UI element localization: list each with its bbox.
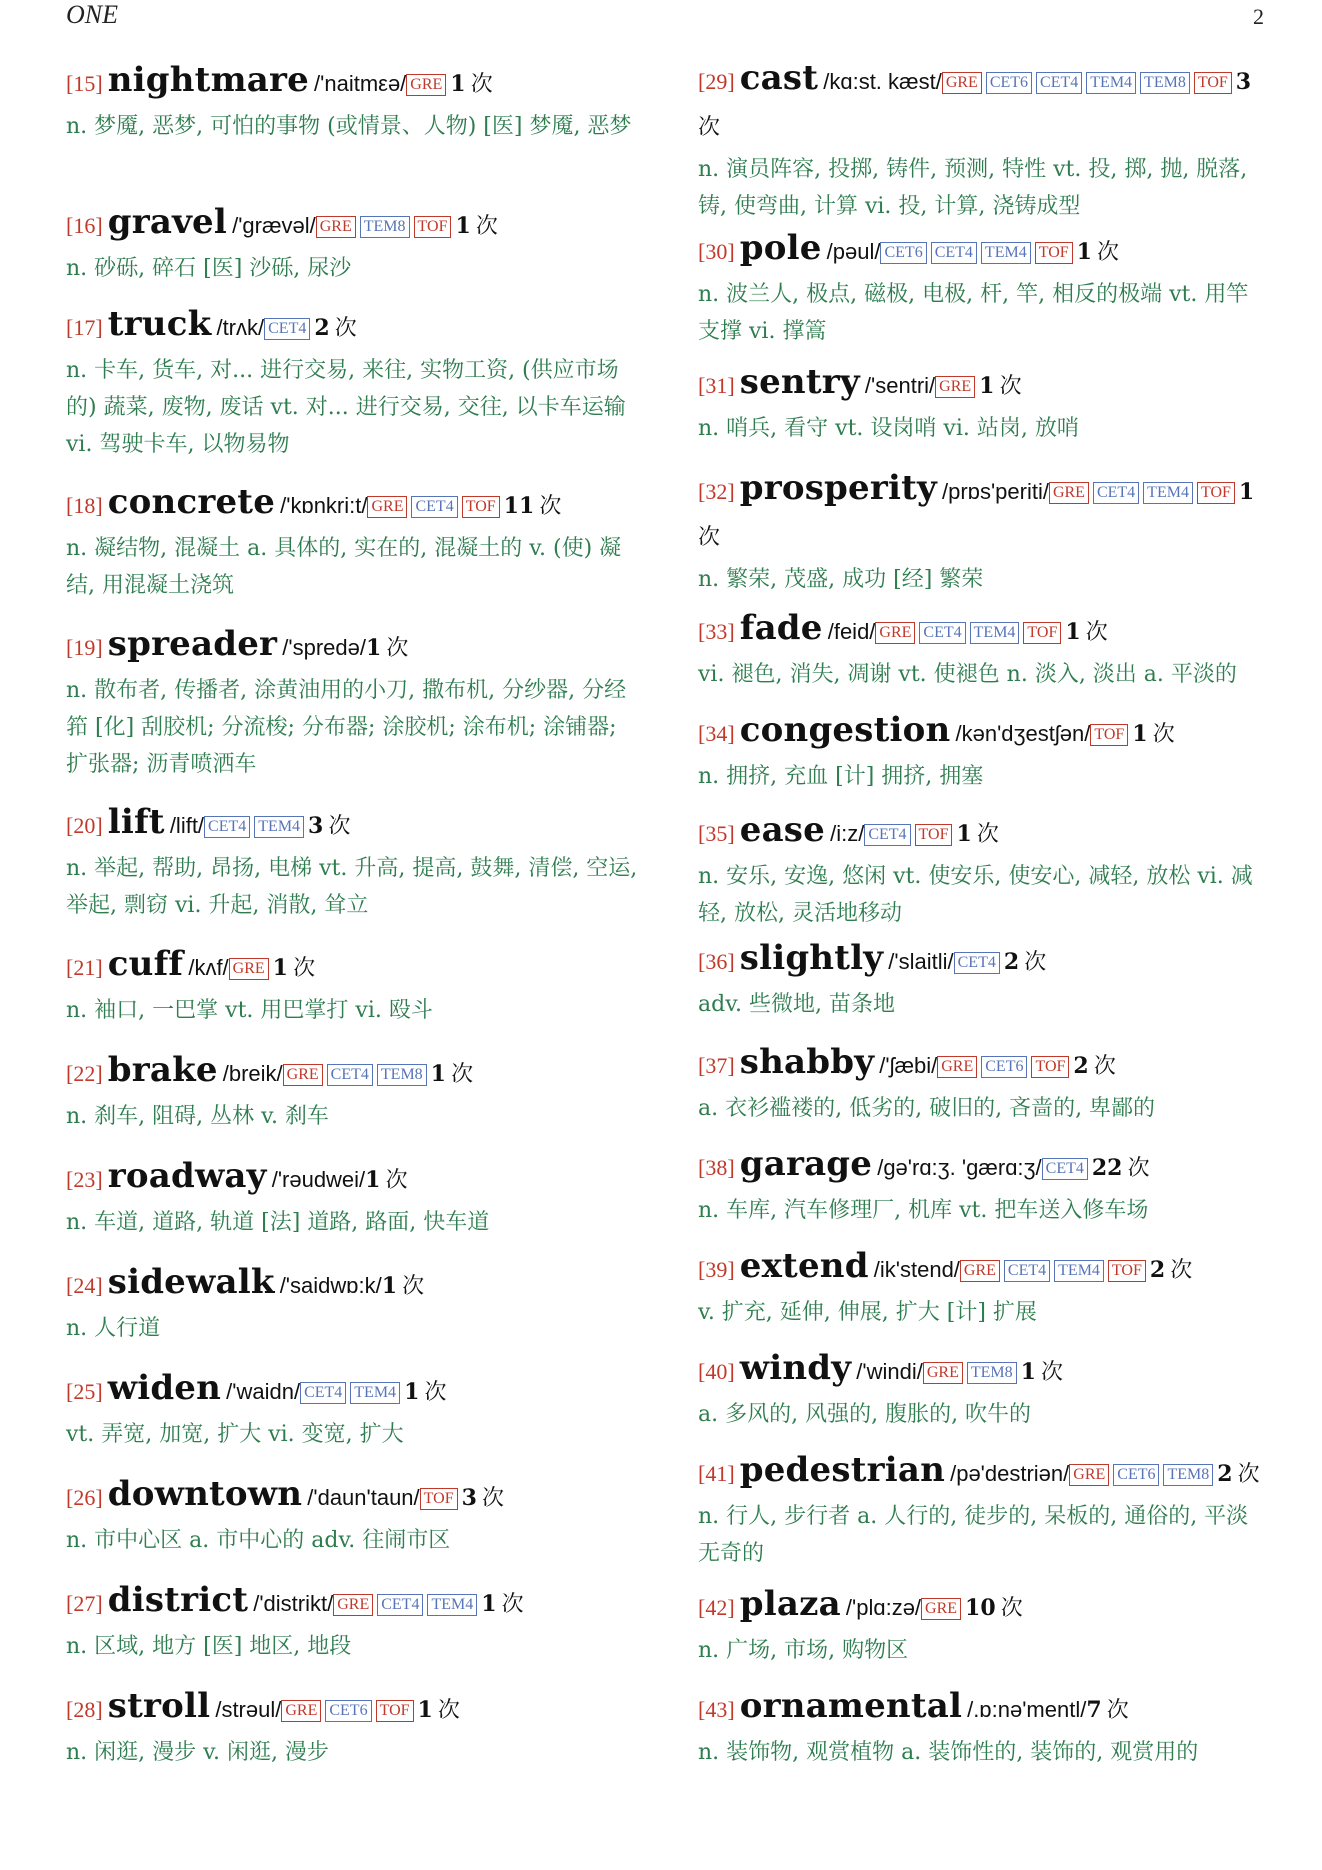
exam-tag-badge: TEM8	[967, 1362, 1017, 1384]
pronunciation: /'slaitli/	[888, 949, 954, 974]
pronunciation: /'grævəl/	[232, 213, 316, 238]
entry-headline	[698, 606, 1268, 656]
occurrence-unit: 次	[1127, 1156, 1150, 1181]
exam-tag-badge: TEM4	[350, 1382, 400, 1404]
headword: lift	[107, 802, 165, 842]
running-header: ONE	[66, 0, 118, 29]
entry-headline	[698, 1244, 1268, 1294]
definition: n. 凝结物, 混凝土 a. 具体的, 实在的, 混凝土的 v. (使) 凝结, 用混凝土浇筑	[66, 536, 622, 598]
headword: ease	[739, 810, 825, 850]
pronunciation: /breik/	[222, 1061, 283, 1086]
exam-tag-badge: GRE	[316, 216, 356, 238]
definition: n. 车库, 汽车修理厂, 机库 vt. 把车送入修车场	[698, 1198, 1149, 1223]
headword: brake	[107, 1050, 218, 1090]
exam-tag-badge: GRE	[935, 376, 975, 398]
headword: shabby	[739, 1042, 875, 1082]
entry-headline	[66, 480, 640, 530]
exam-tag-badge: TOF	[462, 496, 500, 518]
occurrence-unit: 次	[501, 1592, 524, 1617]
exam-tag-badge: TEM4	[427, 1594, 477, 1616]
definition: n. 袖口, 一巴掌 vt. 用巴掌打 vi. 殴斗	[66, 998, 433, 1023]
entry-headline	[66, 1578, 640, 1628]
occurrence-count: 1	[1076, 239, 1092, 265]
headword: windy	[739, 1348, 852, 1388]
occurrence-count: 7	[1086, 1697, 1102, 1723]
exam-tag-badge: GRE	[875, 622, 915, 644]
pronunciation: /kʌf/	[188, 955, 229, 980]
dictionary-entry	[698, 1142, 1268, 1229]
occurrence-count: 1	[417, 1697, 433, 1723]
entry-number: [31]	[698, 373, 735, 398]
entry-headline	[66, 302, 640, 352]
headword: downtown	[107, 1474, 303, 1514]
entry-headline	[698, 1142, 1268, 1192]
entry-headline	[66, 800, 640, 850]
exam-tag-badge: GRE	[281, 1700, 321, 1722]
definition: n. 卡车, 货车, 对... 进行交易, 来往, 实物工资, (供应市场的) 蔬菜, 废物, 废话 vt. 对... 进行交易, 交往, 以卡车运输 vi. 驾驶卡车, 以物易物	[66, 358, 626, 457]
pronunciation: /'naitmεə/	[314, 71, 407, 96]
exam-tag-badge: GRE	[921, 1598, 961, 1620]
pronunciation: /'spredə/	[282, 635, 366, 660]
definition: n. 举起, 帮助, 昂扬, 电梯 vt. 升高, 提高, 鼓舞, 清偿, 空运, 举起, 剽窃 vi. 升起, 消散, 耸立	[66, 856, 638, 918]
exam-tag-badge: CET4	[377, 1594, 423, 1616]
entry-headline	[698, 360, 1268, 410]
headword: concrete	[107, 482, 276, 522]
entry-number: [23]	[66, 1167, 103, 1192]
occurrence-count: 22	[1091, 1155, 1123, 1181]
dictionary-entry	[698, 1040, 1268, 1127]
exam-tag-badge: TEM8	[377, 1064, 427, 1086]
occurrence-unit: 次	[1237, 1462, 1260, 1487]
dictionary-entry	[66, 200, 640, 287]
exam-tag-badge: CET4	[411, 496, 457, 518]
entry-headline	[66, 622, 640, 672]
definition: n. 波兰人, 极点, 磁极, 电极, 杆, 竿, 相反的极端 vt. 用竿支撑 vi. 撑篙	[698, 282, 1249, 344]
exam-tag-badge: TEM4	[981, 242, 1031, 264]
occurrence-unit: 次	[698, 525, 721, 550]
headword: roadway	[107, 1156, 267, 1196]
exam-tag-badge: TEM4	[1086, 72, 1136, 94]
pronunciation: /'distrikt/	[253, 1591, 334, 1616]
occurrence-count: 1	[1238, 479, 1255, 505]
entry-number: [33]	[698, 619, 735, 644]
definition: n. 车道, 道路, 轨道 [法] 道路, 路面, 快车道	[66, 1210, 490, 1235]
pronunciation: /pə'destriən/	[950, 1461, 1070, 1486]
exam-tag-badge: CET4	[1036, 72, 1082, 94]
entry-headline	[698, 1448, 1268, 1498]
definition: n. 闲逛, 漫步 v. 闲逛, 漫步	[66, 1740, 329, 1765]
pronunciation: /i:z/	[830, 821, 865, 846]
exam-tag-badge: CET4	[264, 318, 310, 340]
dictionary-entry	[698, 226, 1268, 350]
dictionary-entry	[66, 1366, 640, 1453]
definition: n. 装饰物, 观赏植物 a. 装饰性的, 装饰的, 观赏用的	[698, 1740, 1199, 1765]
pronunciation: /trʌk/	[216, 315, 265, 340]
definition: n. 刹车, 阻碍, 丛林 v. 刹车	[66, 1104, 329, 1129]
entry-headline	[66, 1472, 640, 1522]
definition: n. 演员阵容, 投掷, 铸件, 预测, 特性 vt. 投, 掷, 抛, 脱落, 铸, 使弯曲, 计算 vi. 投, 计算, 浇铸成型	[698, 157, 1248, 219]
entry-headline	[66, 58, 640, 108]
pronunciation: /'kɒnkri:t/	[280, 493, 368, 518]
occurrence-count: 1	[404, 1379, 420, 1405]
occurrence-unit: 次	[1000, 1596, 1023, 1621]
exam-tag-badge: GRE	[942, 72, 982, 94]
headword: district	[107, 1580, 249, 1620]
exam-tag-badge: GRE	[367, 496, 407, 518]
entry-number: [22]	[66, 1061, 103, 1086]
occurrence-unit: 次	[1097, 240, 1120, 265]
exam-tag-badge: CET4	[954, 952, 1000, 974]
dictionary-entry	[66, 1472, 640, 1559]
definition: n. 哨兵, 看守 vt. 设岗哨 vi. 站岗, 放哨	[698, 416, 1079, 441]
entry-number: [32]	[698, 479, 735, 504]
exam-tag-badge: CET6	[986, 72, 1032, 94]
dictionary-entry	[698, 1448, 1268, 1572]
entry-number: [35]	[698, 821, 735, 846]
headword: garage	[739, 1144, 873, 1184]
occurrence-count: 3	[308, 813, 324, 839]
entry-headline	[66, 1260, 640, 1310]
occurrence-unit: 次	[328, 814, 351, 839]
pronunciation: /'windi/	[856, 1359, 923, 1384]
occurrence-unit: 次	[402, 1274, 425, 1299]
occurrence-count: 1	[450, 71, 466, 97]
definition: v. 扩充, 延伸, 伸展, 扩大 [计] 扩展	[698, 1300, 1037, 1325]
pronunciation: /'rəudwei/	[271, 1167, 366, 1192]
dictionary-entry	[698, 466, 1268, 598]
dictionary-entry	[66, 1260, 640, 1347]
definition: n. 拥挤, 充血 [计] 拥挤, 拥塞	[698, 764, 984, 789]
exam-tag-badge: CET4	[1004, 1260, 1050, 1282]
dictionary-entry	[66, 1154, 640, 1241]
entry-headline	[66, 1154, 640, 1204]
headword: cuff	[107, 944, 184, 984]
pronunciation: /pəul/	[826, 239, 881, 264]
entry-headline	[698, 1684, 1268, 1734]
exam-tag-badge: TOF	[1035, 242, 1073, 264]
dictionary-entry	[698, 1244, 1268, 1331]
definition: vt. 弄宽, 加宽, 扩大 vi. 变宽, 扩大	[66, 1422, 404, 1447]
headword: prosperity	[739, 468, 937, 508]
exam-tag-badge: CET4	[919, 622, 965, 644]
occurrence-unit: 次	[976, 822, 999, 847]
occurrence-unit: 次	[437, 1698, 460, 1723]
headword: truck	[107, 304, 212, 344]
occurrence-count: 1	[481, 1591, 497, 1617]
exam-tag-badge: GRE	[923, 1362, 963, 1384]
pronunciation: /'daun'taun/	[307, 1485, 420, 1510]
dictionary-entry	[698, 808, 1268, 932]
exam-tag-badge: TOF	[414, 216, 452, 238]
pronunciation: /.ɒ:nə'mentl/	[967, 1697, 1087, 1722]
exam-tag-badge: TEM8	[1140, 72, 1190, 94]
exam-tag-badge: CET4	[1042, 1158, 1088, 1180]
exam-tag-badge: GRE	[937, 1056, 977, 1078]
entry-number: [18]	[66, 493, 103, 518]
occurrence-unit: 次	[539, 494, 562, 519]
definition: n. 安乐, 安逸, 悠闲 vt. 使安乐, 使安心, 减轻, 放松 vi. 减轻, 放松, 灵活地移动	[698, 864, 1253, 926]
occurrence-unit: 次	[385, 1168, 408, 1193]
headword: ornamental	[739, 1686, 963, 1726]
entry-number: [27]	[66, 1591, 103, 1616]
pronunciation: /kən'dʒestʃən/	[955, 721, 1091, 746]
entry-number: [43]	[698, 1697, 735, 1722]
entry-headline	[698, 808, 1268, 858]
definition: n. 梦魇, 恶梦, 可怕的事物 (或情景、人物) [医] 梦魇, 恶梦	[66, 114, 632, 139]
occurrence-count: 1	[979, 373, 995, 399]
exam-tag-badge: CET4	[1093, 482, 1139, 504]
dictionary-entry	[698, 56, 1268, 225]
definition: a. 多风的, 风强的, 腹胀的, 吹牛的	[698, 1402, 1032, 1427]
occurrence-count: 2	[1073, 1053, 1089, 1079]
entry-headline	[66, 1048, 640, 1098]
occurrence-count: 2	[1217, 1461, 1233, 1487]
definition: n. 人行道	[66, 1316, 161, 1341]
exam-tag-badge: TEM4	[1054, 1260, 1104, 1282]
exam-tag-badge: TEM8	[1163, 1464, 1213, 1486]
occurrence-count: 1	[365, 635, 382, 661]
occurrence-unit: 次	[475, 214, 498, 239]
definition: n. 市中心区 a. 市中心的 adv. 往闹市区	[66, 1528, 451, 1553]
occurrence-unit: 次	[293, 956, 316, 981]
headword: congestion	[739, 710, 951, 750]
exam-tag-badge: CET4	[204, 816, 250, 838]
occurrence-unit: 次	[1170, 1258, 1193, 1283]
entry-headline	[66, 1366, 640, 1416]
occurrence-unit: 次	[386, 636, 409, 661]
occurrence-count: 2	[1003, 949, 1020, 975]
exam-tag-badge: GRE	[406, 74, 446, 96]
dictionary-entry	[66, 1048, 640, 1135]
entry-number: [40]	[698, 1359, 735, 1384]
occurrence-unit: 次	[1085, 620, 1108, 645]
exam-tag-badge: GRE	[1049, 482, 1089, 504]
entry-number: [25]	[66, 1379, 103, 1404]
exam-tag-badge: GRE	[229, 958, 269, 980]
exam-tag-badge: CET4	[327, 1064, 373, 1086]
headword: spreader	[107, 624, 278, 664]
exam-tag-badge: GRE	[960, 1260, 1000, 1282]
dictionary-entry	[698, 360, 1268, 447]
entry-number: [24]	[66, 1273, 103, 1298]
dictionary-entry	[66, 1684, 640, 1771]
entry-headline	[698, 936, 1268, 986]
pronunciation: /strəul/	[215, 1697, 282, 1722]
occurrence-count: 10	[965, 1595, 996, 1621]
exam-tag-badge: CET6	[880, 242, 926, 264]
occurrence-unit: 次	[470, 72, 493, 97]
definition: n. 散布者, 传播者, 涂黄油用的小刀, 撒布机, 分纱器, 分经筘 [化] 刮胶机; 分流梭; 分布器; 涂胶机; 涂布机; 涂铺器; 扩张器; 沥青喷洒车	[66, 678, 627, 777]
definition: n. 区域, 地方 [医] 地区, 地段	[66, 1634, 352, 1659]
headword: pedestrian	[739, 1450, 945, 1490]
pronunciation: /gə'rɑ:ʒ. 'gærɑ:ʒ/	[877, 1155, 1042, 1180]
occurrence-count: 3	[461, 1485, 477, 1511]
entry-headline	[66, 1684, 640, 1734]
dictionary-entry	[66, 58, 640, 145]
entry-headline	[698, 466, 1268, 561]
entry-number: [16]	[66, 213, 103, 238]
entry-headline	[698, 708, 1268, 758]
exam-tag-badge: CET4	[931, 242, 977, 264]
dictionary-entry	[698, 936, 1268, 1023]
headword: pole	[739, 228, 822, 268]
exam-tag-badge: TOF	[1090, 724, 1128, 746]
pronunciation: /'saidwɒ:k/	[279, 1273, 382, 1298]
dictionary-entry	[698, 606, 1268, 693]
exam-tag-badge: TOF	[420, 1488, 458, 1510]
pronunciation: /feid/	[827, 619, 876, 644]
definition: a. 衣衫褴褛的, 低劣的, 破旧的, 吝啬的, 卑鄙的	[698, 1096, 1156, 1121]
occurrence-unit: 次	[1093, 1054, 1116, 1079]
entry-number: [36]	[698, 949, 735, 974]
occurrence-count: 11	[503, 493, 535, 519]
headword: slightly	[739, 938, 884, 978]
dictionary-entry	[66, 800, 640, 924]
definition: n. 砂砾, 碎石 [医] 沙砾, 尿沙	[66, 256, 352, 281]
pronunciation: /lift/	[169, 813, 205, 838]
exam-tag-badge: CET6	[1113, 1464, 1159, 1486]
entry-headline	[698, 226, 1268, 276]
exam-tag-badge: GRE	[333, 1594, 373, 1616]
exam-tag-badge: GRE	[1069, 1464, 1109, 1486]
pronunciation: /'sentri/	[864, 373, 936, 398]
occurrence-count: 1	[455, 213, 471, 239]
definition: vi. 褪色, 消失, 凋谢 vt. 使褪色 n. 淡入, 淡出 a. 平淡的	[698, 662, 1237, 687]
dictionary-entry	[698, 1684, 1268, 1771]
headword: stroll	[107, 1686, 211, 1726]
occurrence-unit: 次	[1024, 950, 1047, 975]
headword: widen	[107, 1368, 222, 1408]
exam-tag-badge: TOF	[915, 824, 953, 846]
entry-headline	[66, 200, 640, 250]
pronunciation: /'plɑ:zə/	[845, 1595, 922, 1620]
entry-number: [20]	[66, 813, 103, 838]
occurrence-unit: 次	[1041, 1360, 1064, 1385]
occurrence-count: 1	[956, 821, 972, 847]
occurrence-unit: 次	[482, 1486, 505, 1511]
entry-number: [39]	[698, 1257, 735, 1282]
entry-number: [21]	[66, 955, 103, 980]
definition: n. 繁荣, 茂盛, 成功 [经] 繁荣	[698, 567, 984, 592]
definition: adv. 些微地, 苗条地	[698, 992, 895, 1017]
headword: sidewalk	[107, 1262, 275, 1302]
exam-tag-badge: TOF	[1194, 72, 1232, 94]
occurrence-count: 1	[430, 1061, 446, 1087]
occurrence-count: 1	[1065, 619, 1081, 645]
entry-number: [37]	[698, 1053, 735, 1078]
dictionary-entry	[66, 622, 640, 783]
exam-tag-badge: TEM8	[360, 216, 410, 238]
entry-number: [42]	[698, 1595, 735, 1620]
headword: nightmare	[107, 60, 309, 100]
entry-headline	[698, 1040, 1268, 1090]
occurrence-unit: 次	[1106, 1698, 1129, 1723]
pronunciation: /kɑ:st. kæst/	[823, 69, 942, 94]
occurrence-unit: 次	[698, 115, 721, 140]
occurrence-unit: 次	[1152, 722, 1175, 747]
occurrence-count: 2	[1149, 1257, 1166, 1283]
exam-tag-badge: TOF	[1023, 622, 1061, 644]
headword: gravel	[107, 202, 227, 242]
entry-number: [41]	[698, 1461, 735, 1486]
exam-tag-badge: TOF	[1031, 1056, 1069, 1078]
pronunciation: /'waidn/	[226, 1379, 301, 1404]
entry-headline	[698, 1582, 1268, 1632]
dictionary-entry	[66, 480, 640, 604]
dictionary-entry	[698, 1582, 1268, 1669]
headword: plaza	[739, 1584, 841, 1624]
definition: n. 广场, 市场, 购物区	[698, 1638, 909, 1663]
entry-number: [17]	[66, 315, 103, 340]
exam-tag-badge: TOF	[1108, 1260, 1146, 1282]
dictionary-entry	[66, 302, 640, 463]
occurrence-unit: 次	[334, 316, 357, 341]
entry-number: [19]	[66, 635, 103, 660]
entry-number: [26]	[66, 1485, 103, 1510]
headword: extend	[739, 1246, 869, 1286]
exam-tag-badge: CET4	[300, 1382, 346, 1404]
occurrence-count: 3	[1235, 69, 1252, 95]
occurrence-count: 1	[381, 1273, 398, 1299]
headword: sentry	[739, 362, 860, 402]
dictionary-entry	[66, 942, 640, 1029]
definition: n. 行人, 步行者 a. 人行的, 徒步的, 呆板的, 通俗的, 平淡无奇的	[698, 1504, 1249, 1566]
pronunciation: /prɒs'periti/	[942, 479, 1049, 504]
entry-number: [28]	[66, 1697, 103, 1722]
page-number: 2	[1253, 4, 1264, 29]
entry-headline	[66, 942, 640, 992]
dictionary-entry	[66, 1578, 640, 1665]
occurrence-unit: 次	[424, 1380, 447, 1405]
exam-tag-badge: CET6	[325, 1700, 371, 1722]
pronunciation: /'ʃæbi/	[879, 1053, 938, 1078]
occurrence-unit: 次	[999, 374, 1022, 399]
exam-tag-badge: TOF	[376, 1700, 414, 1722]
headword: fade	[739, 608, 823, 648]
entry-number: [38]	[698, 1155, 735, 1180]
entry-headline	[698, 56, 1268, 151]
exam-tag-badge: CET4	[864, 824, 910, 846]
exam-tag-badge: TEM4	[254, 816, 304, 838]
exam-tag-badge: CET6	[981, 1056, 1027, 1078]
occurrence-count: 1	[1132, 721, 1148, 747]
entry-headline	[698, 1346, 1268, 1396]
exam-tag-badge: GRE	[283, 1064, 323, 1086]
pronunciation: /ik'stend/	[873, 1257, 960, 1282]
exam-tag-badge: TOF	[1197, 482, 1235, 504]
dictionary-entry	[698, 1346, 1268, 1433]
headword: cast	[739, 58, 819, 98]
occurrence-count: 1	[1020, 1359, 1036, 1385]
entry-number: [34]	[698, 721, 735, 746]
dictionary-entry	[698, 708, 1268, 795]
occurrence-count: 1	[365, 1167, 381, 1193]
entry-number: [30]	[698, 239, 735, 264]
entry-number: [15]	[66, 71, 103, 96]
occurrence-count: 1	[272, 955, 288, 981]
occurrence-unit: 次	[451, 1062, 474, 1087]
exam-tag-badge: TEM4	[1143, 482, 1193, 504]
occurrence-count: 2	[314, 315, 330, 341]
exam-tag-badge: TEM4	[970, 622, 1020, 644]
entry-number: [29]	[698, 69, 735, 94]
